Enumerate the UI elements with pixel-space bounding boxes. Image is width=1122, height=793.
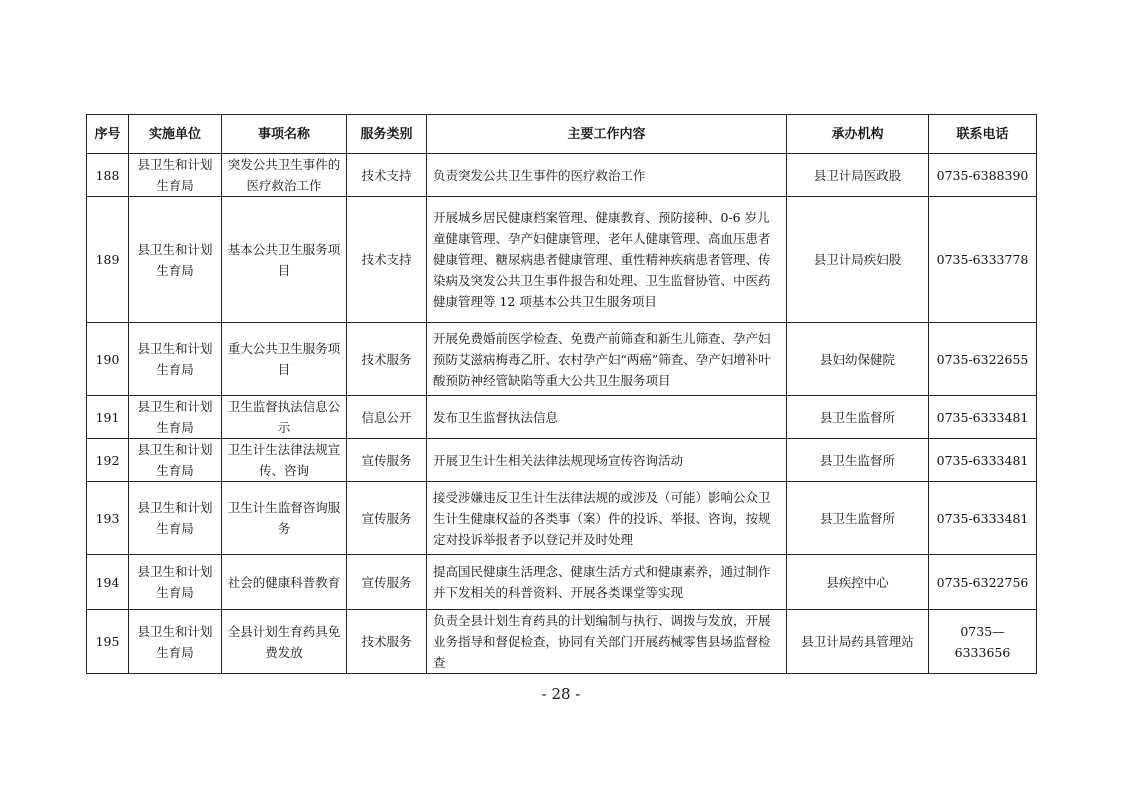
row-phone: 0735-6333481 [929,396,1037,439]
row-seq: 189 [87,197,129,323]
row-phone: 0735-6322756 [929,555,1037,610]
row-seq: 192 [87,439,129,482]
row-unit: 县卫生和计划生育局 [129,555,222,610]
header-org: 承办机构 [787,115,929,154]
row-phone: 0735-6333778 [929,197,1037,323]
row-unit: 县卫生和计划生育局 [129,439,222,482]
row-item-name: 全县计划生育药具免费发放 [222,610,347,674]
header-phone: 联系电话 [929,115,1037,154]
table-header-row [87,115,1037,154]
table-row [87,197,1037,323]
row-phone: 0735-6333481 [929,482,1037,555]
header-content: 主要工作内容 [427,115,787,154]
row-unit: 县卫生和计划生育局 [129,482,222,555]
table-row [87,154,1037,197]
row-org: 县卫生监督所 [787,439,929,482]
row-seq: 193 [87,482,129,555]
header-unit: 实施单位 [129,115,222,154]
row-org: 县卫生监督所 [787,396,929,439]
row-seq: 195 [87,610,129,674]
row-seq: 194 [87,555,129,610]
row-unit: 县卫生和计划生育局 [129,323,222,396]
row-content: 接受涉嫌违反卫生计生法律法规的或涉及（可能）影响公众卫生计生健康权益的各类事（案）件的投诉、举报、咨询，按规定对投诉举报者予以登记并及时处理 [427,482,787,555]
row-phone: 0735-6322655 [929,323,1037,396]
row-org: 县疾控中心 [787,555,929,610]
table-row [87,610,1037,674]
row-item-name: 卫生监督执法信息公示 [222,396,347,439]
row-seq: 188 [87,154,129,197]
row-unit: 县卫生和计划生育局 [129,197,222,323]
row-item-name: 基本公共卫生服务项目 [222,197,347,323]
table-row [87,439,1037,482]
row-item-name: 社会的健康科普教育 [222,555,347,610]
header-seq: 序号 [87,115,129,154]
row-content: 负责全县计划生育药具的计划编制与执行、调拨与发放，开展业务指导和督促检查，协同有关部门开展药械零售县场监督检查 [427,610,787,674]
row-phone: 0735—6333656 [929,610,1037,674]
row-category: 技术支持 [347,197,427,323]
row-content: 开展城乡居民健康档案管理、健康教育、预防接种、0-6 岁儿童健康管理、孕产妇健康管理、老年人健康管理、高血压患者健康管理、糖尿病患者健康管理、重性精神疾病患者管理、传染病及突发公共卫生事件报告和处理、卫生监督协管、中医药健康管理等 12 项基本公共卫生服务项目 [427,197,787,323]
table-row [87,555,1037,610]
row-org: 县卫计局药具管理站 [787,610,929,674]
row-org: 县妇幼保健院 [787,323,929,396]
row-content: 开展免费婚前医学检查、免费产前筛查和新生儿筛查、孕产妇预防艾滋病梅毒乙肝、农村孕产妇“两癌”筛查、孕产妇增补叶酸预防神经管缺陷等重大公共卫生服务项目 [427,323,787,396]
row-phone: 0735-6388390 [929,154,1037,197]
row-item-name: 重大公共卫生服务项目 [222,323,347,396]
header-item: 事项名称 [222,115,347,154]
row-category: 信息公开 [347,396,427,439]
header-category: 服务类别 [347,115,427,154]
row-unit: 县卫生和计划生育局 [129,154,222,197]
row-org: 县卫计局疾妇股 [787,197,929,323]
row-unit: 县卫生和计划生育局 [129,610,222,674]
row-item-name: 卫生计生法律法规宣传、咨询 [222,439,347,482]
row-item-name: 突发公共卫生事件的医疗救治工作 [222,154,347,197]
row-org: 县卫生监督所 [787,482,929,555]
row-seq: 191 [87,396,129,439]
row-content: 开展卫生计生相关法律法规现场宣传咨询活动 [427,439,787,482]
row-category: 宣传服务 [347,439,427,482]
row-content: 负责突发公共卫生事件的医疗救治工作 [427,154,787,197]
row-unit: 县卫生和计划生育局 [129,396,222,439]
row-org: 县卫计局医政股 [787,154,929,197]
public-service-table [86,114,1037,674]
row-category: 宣传服务 [347,555,427,610]
table-row [87,323,1037,396]
row-content: 发布卫生监督执法信息 [427,396,787,439]
table-row [87,482,1037,555]
row-content: 提高国民健康生活理念、健康生活方式和健康素养，通过制作并下发相关的科普资料、开展各类课堂等实现 [427,555,787,610]
page-number: - 28 - [541,685,581,703]
table-row [87,396,1037,439]
row-category: 技术服务 [347,610,427,674]
row-category: 宣传服务 [347,482,427,555]
row-phone: 0735-6333481 [929,439,1037,482]
row-category: 技术服务 [347,323,427,396]
row-item-name: 卫生计生监督咨询服务 [222,482,347,555]
row-seq: 190 [87,323,129,396]
table-body [87,154,1037,674]
row-category: 技术支持 [347,154,427,197]
